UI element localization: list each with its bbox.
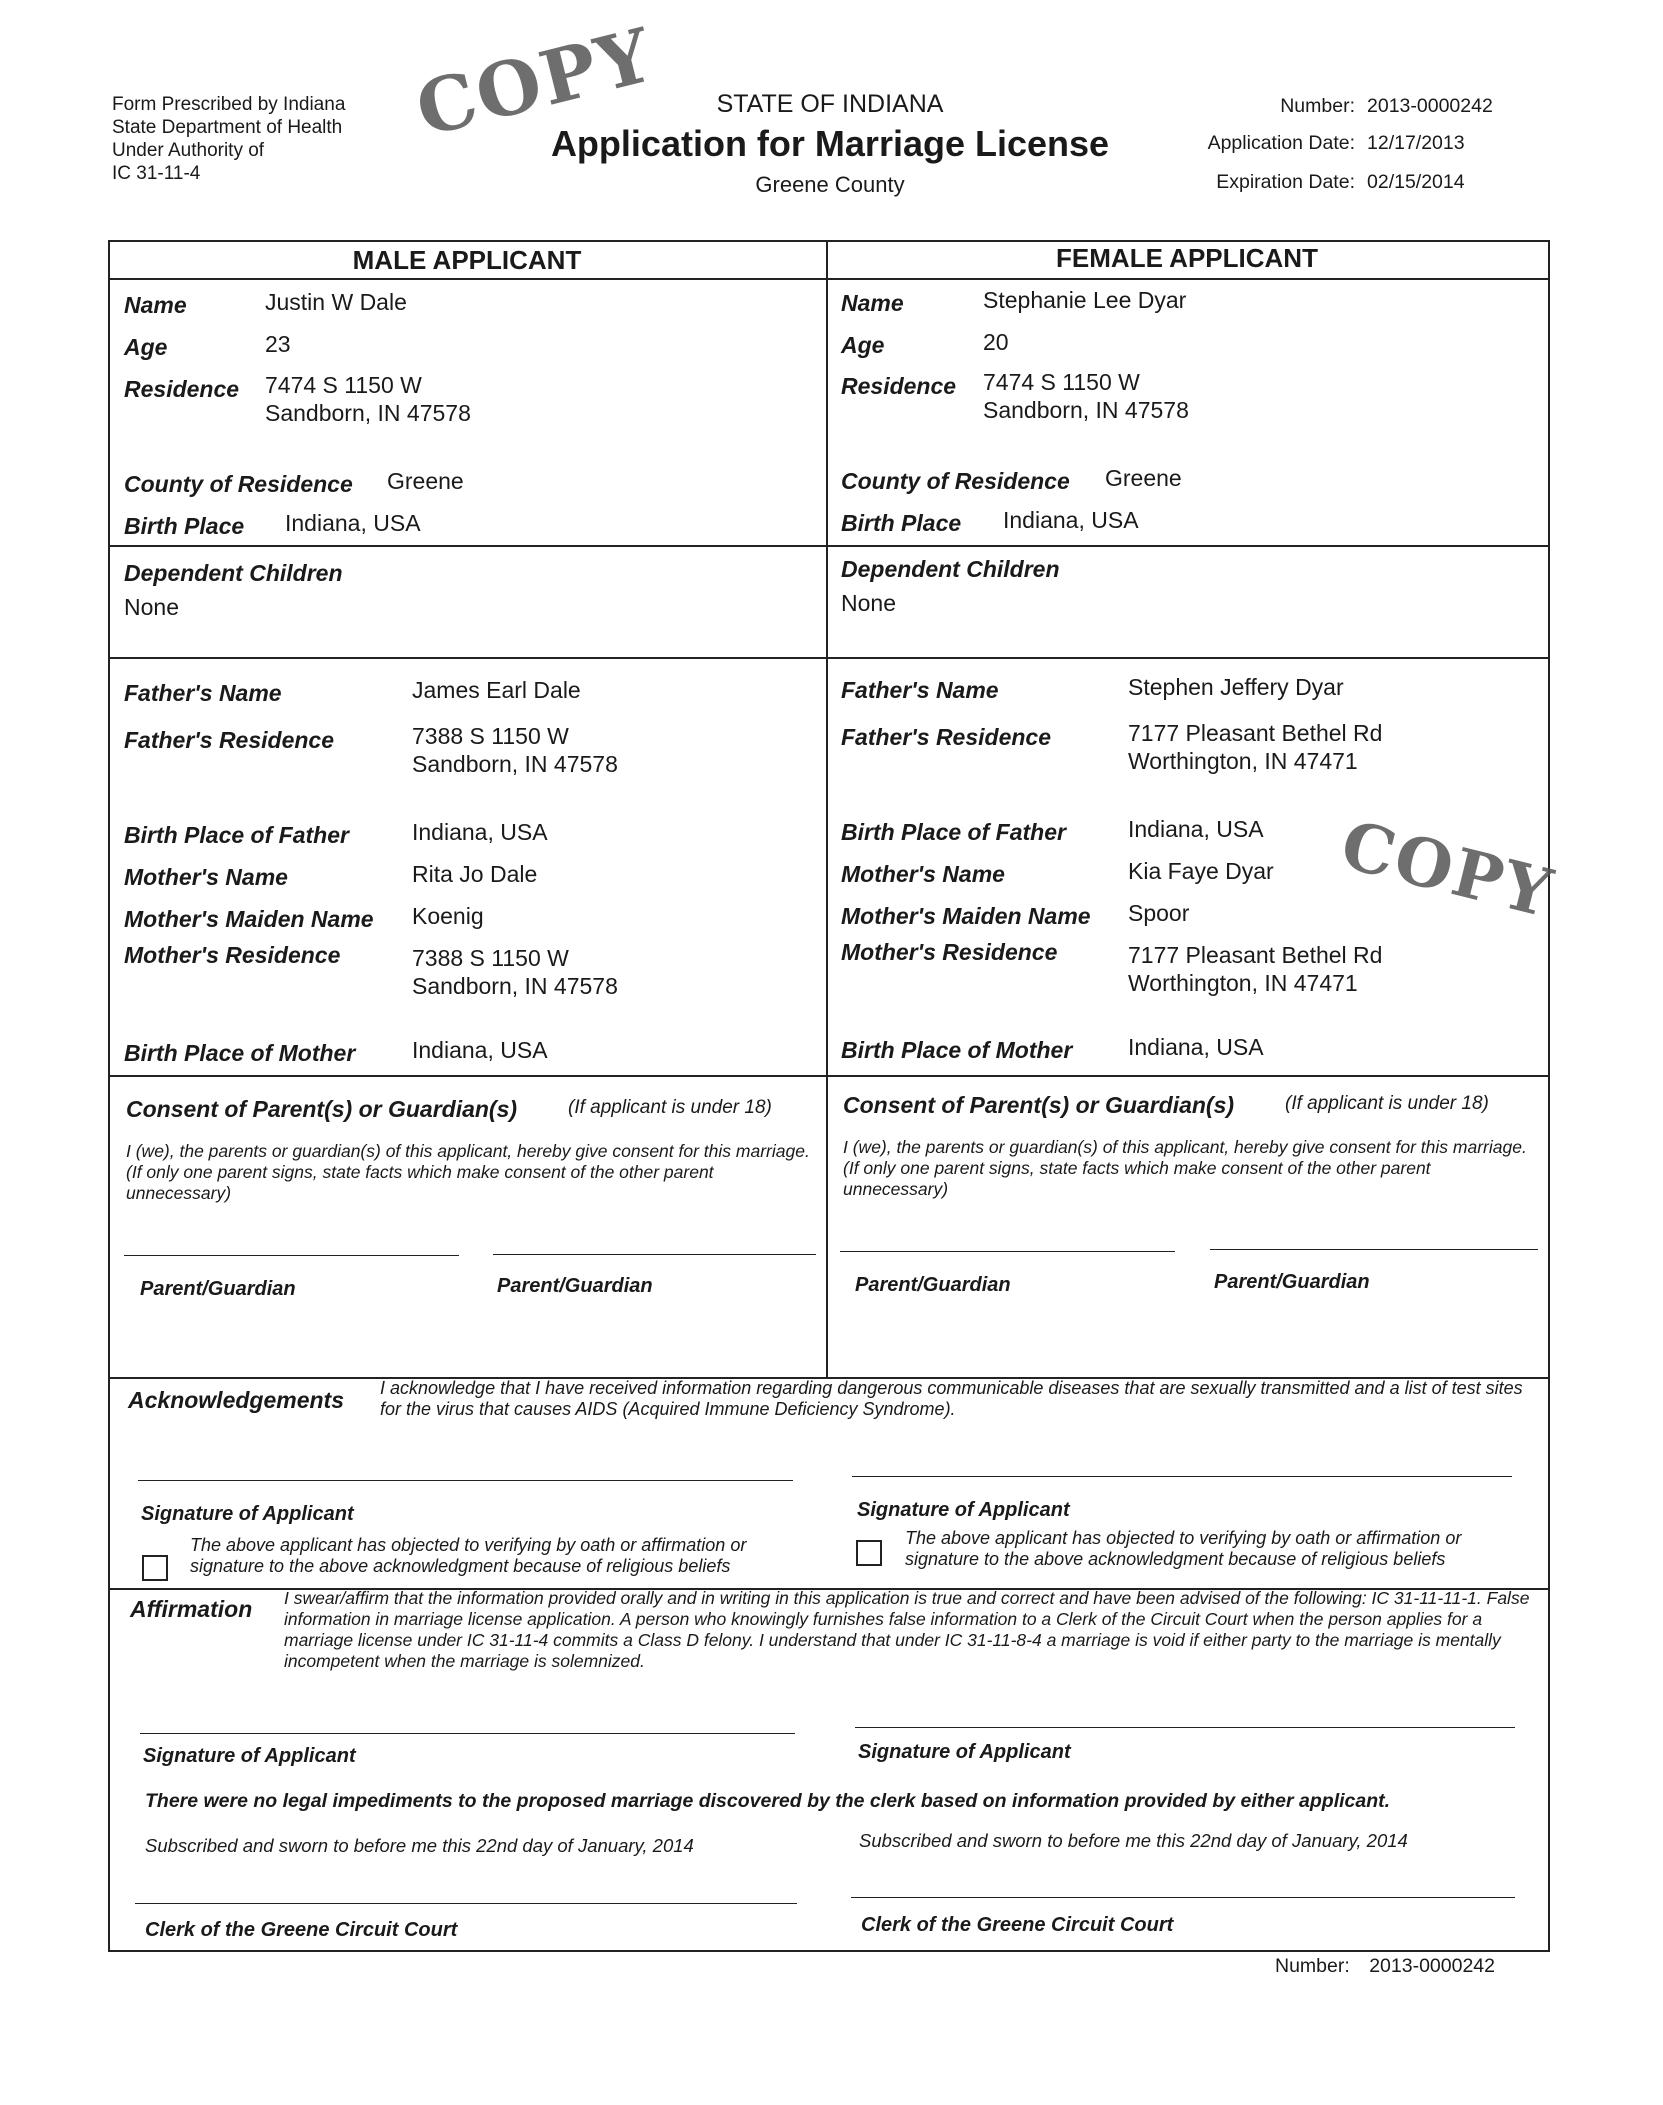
- section-divider: [108, 545, 1548, 547]
- acknowledgements-text: I acknowledge that I have received information regarding dangerous communicable diseases that are sexually transmitted and a list of test sites for the virus that causes AIDS (Acquired Immune Deficiency Syndrome).: [380, 1378, 1523, 1419]
- male-applicant-heading: MALE APPLICANT: [352, 245, 582, 275]
- female-objection-checkbox[interactable]: [856, 1540, 882, 1566]
- footer-number: [1275, 1955, 1495, 1978]
- consent-note: (If applicant is under 18): [568, 1097, 772, 1118]
- male-residence-line2: Sandborn, IN 47578: [265, 400, 471, 426]
- fathers-name-label: Father's Name: [124, 680, 282, 706]
- fathers-residence-label: Father's Residence: [841, 724, 1051, 750]
- objection-text-line: signature to the above acknowledgment because of religious beliefs: [905, 1549, 1446, 1569]
- parent-guardian-label: Parent/Guardian: [140, 1278, 296, 1300]
- female-fathers-residence-line2: Worthington, IN 47471: [1128, 748, 1358, 774]
- number-value: 2013-0000242: [1367, 95, 1493, 117]
- female-mothers-name: Kia Faye Dyar: [1128, 858, 1274, 884]
- male-name: Justin W Dale: [265, 289, 407, 315]
- male-fathers-residence-line1: 7388 S 1150 W: [412, 723, 569, 749]
- male-mothers-maiden-name: Koenig: [412, 903, 484, 929]
- birth-place-label: Birth Place: [841, 510, 962, 536]
- female-birth-place: Indiana, USA: [1003, 507, 1139, 533]
- parent-guardian-signature-line[interactable]: [840, 1251, 1175, 1252]
- footer-number-label: Number:: [1275, 1955, 1350, 1977]
- parent-guardian-signature-line[interactable]: [124, 1255, 459, 1256]
- name-label: Name: [841, 290, 904, 316]
- copy-stamp: COPY: [1333, 805, 1562, 933]
- male-objection-checkbox[interactable]: [142, 1555, 168, 1581]
- mothers-maiden-name-label: Mother's Maiden Name: [841, 903, 1091, 929]
- acknowledgements-title: Acknowledgements: [128, 1387, 344, 1413]
- clerk-signature-line[interactable]: [135, 1903, 797, 1904]
- male-mothers-residence-line2: Sandborn, IN 47578: [412, 973, 618, 999]
- page-title: Application for Marriage License: [550, 123, 1110, 164]
- section-divider: [108, 657, 1548, 659]
- birth-place-label: Birth Place: [124, 513, 245, 539]
- male-county: Greene: [387, 468, 464, 494]
- consent-note: (If applicant is under 18): [1285, 1093, 1489, 1114]
- mothers-name-label: Mother's Name: [124, 864, 288, 890]
- parent-guardian-label: Parent/Guardian: [855, 1274, 1011, 1296]
- clerk-label: Clerk of the Greene Circuit Court: [861, 1914, 1174, 1936]
- parent-guardian-signature-line[interactable]: [1210, 1249, 1538, 1250]
- female-applicant-heading: FEMALE APPLICANT: [1056, 243, 1318, 273]
- birth-place-of-mother-label: Birth Place of Mother: [124, 1040, 356, 1066]
- male-birth-place-of-father: Indiana, USA: [412, 819, 548, 845]
- male-birth-place: Indiana, USA: [285, 510, 421, 536]
- birth-place-of-father-label: Birth Place of Father: [124, 822, 349, 848]
- no-impediments-statement: There were no legal impediments to the proposed marriage discovered by the clerk based on information provided by either applicant.: [145, 1790, 1391, 1812]
- section-divider: [108, 1075, 1548, 1077]
- signature-label: Signature of Applicant: [143, 1745, 356, 1767]
- residence-label: Residence: [841, 373, 957, 399]
- residence-label: Residence: [124, 376, 240, 402]
- objection-text-line: The above applicant has objected to verifying by oath or affirmation or: [905, 1528, 1462, 1548]
- affirmation-text: I swear/affirm that the information provided orally and in writing in this application is true and correct and have been advised of the following: IC 31-11-11-1. False information in marriage license application. A person who knowingly furnishes false information to a Clerk of the Circuit Court when the person applies for a marriage license under IC 31-11-4 commits a Class D felony. I understand that under IC 31-11-8-4 a marriage is void if either party to the marriage is mentally incompetent when the marriage is solemnized.: [284, 1588, 1530, 1671]
- heading-divider: [108, 278, 1548, 280]
- male-fathers-name: James Earl Dale: [412, 677, 581, 703]
- female-age: 20: [983, 329, 1009, 355]
- parent-guardian-signature-line[interactable]: [493, 1254, 816, 1255]
- female-mothers-residence-line2: Worthington, IN 47471: [1128, 970, 1358, 996]
- name-label: Name: [124, 292, 187, 318]
- female-dependent-children: None: [841, 590, 896, 616]
- dependent-children-label: Dependent Children: [841, 556, 1060, 582]
- consent-text: I (we), the parents or guardian(s) of this applicant, hereby give consent for this marriage. (If only one parent signs, state facts which make consent of the other parent unnecessary): [126, 1141, 810, 1203]
- parent-guardian-label: Parent/Guardian: [1214, 1271, 1370, 1293]
- parent-guardian-label: Parent/Guardian: [497, 1275, 653, 1297]
- female-fathers-name: Stephen Jeffery Dyar: [1128, 674, 1344, 700]
- objection-text: [905, 1528, 1461, 1570]
- county-label: County of Residence: [841, 468, 1070, 494]
- mothers-residence-label: Mother's Residence: [841, 939, 1058, 965]
- birth-place-of-father-label: Birth Place of Father: [841, 819, 1066, 845]
- copy-stamp: COPY: [408, 12, 662, 154]
- objection-text-line: The above applicant has objected to verifying by oath or affirmation or: [190, 1535, 747, 1555]
- form-authority-line: Form Prescribed by Indiana: [112, 94, 346, 115]
- application-date-value: 12/17/2013: [1367, 132, 1465, 154]
- mothers-name-label: Mother's Name: [841, 861, 1005, 887]
- female-county: Greene: [1105, 465, 1182, 491]
- clerk-label: Clerk of the Greene Circuit Court: [145, 1919, 458, 1941]
- county-name: Greene County: [755, 172, 905, 197]
- clerk-signature-line[interactable]: [851, 1897, 1515, 1898]
- applicant-signature-line[interactable]: [855, 1727, 1515, 1728]
- male-mothers-name: Rita Jo Dale: [412, 861, 538, 887]
- male-fathers-residence-line2: Sandborn, IN 47578: [412, 751, 618, 777]
- female-birth-place-of-father: Indiana, USA: [1128, 816, 1264, 842]
- form-authority-line: Under Authority of: [112, 140, 265, 161]
- female-residence-line1: 7474 S 1150 W: [983, 369, 1140, 395]
- footer-number-value: 2013-0000242: [1369, 1955, 1495, 1977]
- signature-label: Signature of Applicant: [857, 1499, 1070, 1521]
- sworn-statement: Subscribed and sworn to before me this 22nd day of January, 2014: [145, 1835, 694, 1856]
- objection-text: [190, 1535, 746, 1577]
- female-mothers-residence-line1: 7177 Pleasant Bethel Rd: [1128, 942, 1383, 968]
- male-birth-place-of-mother: Indiana, USA: [412, 1037, 548, 1063]
- county-label: County of Residence: [124, 471, 353, 497]
- consent-title: Consent of Parent(s) or Guardian(s): [843, 1092, 1235, 1118]
- female-fathers-residence-line1: 7177 Pleasant Bethel Rd: [1128, 720, 1383, 746]
- applicant-signature-line[interactable]: [140, 1733, 795, 1734]
- consent-text: I (we), the parents or guardian(s) of this applicant, hereby give consent for this marriage. (If only one parent signs, state facts which make consent of the other parent unnecessary): [843, 1137, 1527, 1199]
- form-authority: [112, 93, 345, 185]
- mothers-maiden-name-label: Mother's Maiden Name: [124, 906, 374, 932]
- state-name: STATE OF INDIANA: [716, 90, 944, 118]
- form-authority-line: IC 31-11-4: [112, 163, 201, 184]
- application-date-label: Application Date:: [1207, 132, 1355, 154]
- consent-title: Consent of Parent(s) or Guardian(s): [126, 1096, 518, 1122]
- birth-place-of-mother-label: Birth Place of Mother: [841, 1037, 1073, 1063]
- form-authority-line: State Department of Health: [112, 117, 343, 138]
- age-label: Age: [124, 334, 168, 360]
- column-divider: [826, 240, 828, 1377]
- male-age: 23: [265, 331, 291, 357]
- fathers-residence-label: Father's Residence: [124, 727, 334, 753]
- female-residence-line2: Sandborn, IN 47578: [983, 397, 1189, 423]
- dependent-children-label: Dependent Children: [124, 560, 343, 586]
- applicant-signature-line[interactable]: [138, 1480, 793, 1481]
- female-mothers-maiden-name: Spoor: [1128, 900, 1190, 926]
- male-dependent-children: None: [124, 594, 179, 620]
- fathers-name-label: Father's Name: [841, 677, 999, 703]
- expiration-date-value: 02/15/2014: [1367, 171, 1465, 193]
- female-name: Stephanie Lee Dyar: [983, 287, 1187, 313]
- mothers-residence-label: Mother's Residence: [124, 942, 341, 968]
- number-label: Number:: [1280, 95, 1355, 117]
- objection-text-line: signature to the above acknowledgment because of religious beliefs: [190, 1556, 731, 1576]
- signature-label: Signature of Applicant: [858, 1741, 1071, 1763]
- affirmation-title: Affirmation: [130, 1596, 253, 1622]
- expiration-date-label: Expiration Date:: [1216, 171, 1355, 193]
- male-mothers-residence-line1: 7388 S 1150 W: [412, 945, 569, 971]
- age-label: Age: [841, 332, 885, 358]
- male-residence-line1: 7474 S 1150 W: [265, 372, 422, 398]
- applicant-signature-line[interactable]: [852, 1476, 1512, 1477]
- female-birth-place-of-mother: Indiana, USA: [1128, 1034, 1264, 1060]
- signature-label: Signature of Applicant: [141, 1503, 354, 1525]
- sworn-statement: Subscribed and sworn to before me this 22nd day of January, 2014: [859, 1830, 1408, 1851]
